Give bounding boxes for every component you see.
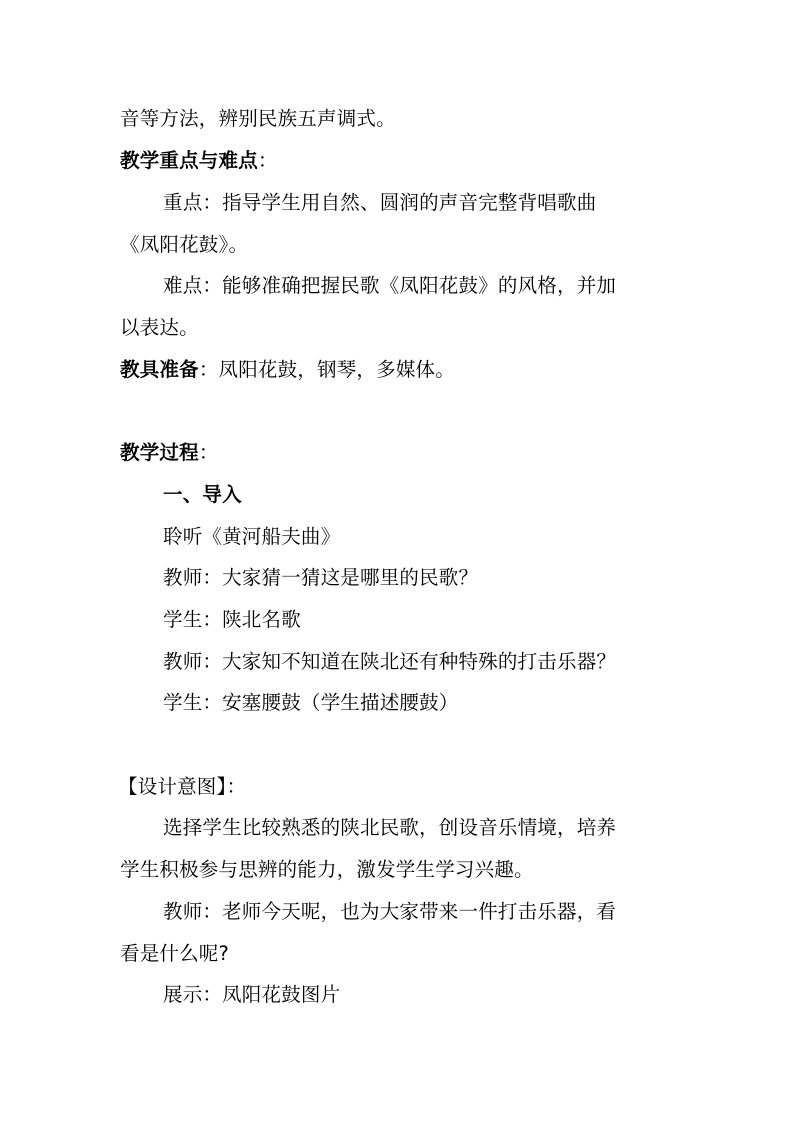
design-intent-text-2: 学生积极参与思辨的能力，激发学生学习兴趣。 (120, 858, 534, 881)
key-points-heading-line (120, 148, 278, 174)
process-line: 教师：大家知不知道在陕北还有种特殊的打击乐器？ (163, 650, 617, 673)
process-heading-line (120, 440, 219, 466)
process-line: 教师：大家猜一猜这是哪里的民歌？ (163, 566, 479, 589)
focus-text-1: ：指导学生用自然、圆润的声音完整背唱歌曲 (202, 191, 597, 214)
section-1-title: 一、导入 (163, 483, 242, 506)
materials-heading: 教具准备 (120, 358, 199, 381)
difficulty-label: 难点 (163, 274, 203, 297)
key-points-heading-colon: ： (257, 149, 278, 172)
process-heading: 教学过程 (120, 441, 199, 464)
design-intent-heading: 【设计意图】： (118, 775, 247, 798)
process-line: 学生：安塞腰鼓（学生描述腰鼓） (163, 691, 459, 714)
process-line: 学生：陕北名歌 (163, 608, 301, 631)
teacher-line-1: 教师：老师今天呢，也为大家带来一件打击乐器，看 (163, 900, 617, 923)
intro-tail-line: 音等方法，辨别民族五声调式。 (120, 107, 396, 130)
key-points-heading: 教学重点与难点 (120, 149, 258, 172)
focus-label: 重点 (163, 191, 203, 214)
difficulty-text-1: ：能够准确把握民歌《凤阳花鼓》的风格，并加 (202, 274, 617, 297)
focus-line-1 (163, 190, 596, 216)
process-line: 聆听《黄河船夫曲》 (163, 525, 341, 548)
process-heading-colon: ： (198, 441, 219, 464)
focus-line-2: 《凤阳花鼓》。 (120, 233, 249, 256)
design-intent-text-1: 选择学生比较熟悉的陕北民歌，创设音乐情境，培养 (163, 816, 617, 839)
materials-text: ：凤阳花鼓，钢琴，多媒体。 (198, 358, 455, 381)
teacher-line-2: 看是什么呢? (120, 942, 230, 965)
difficulty-line-1 (163, 273, 616, 299)
materials-line (120, 357, 455, 383)
show-line: 展示：凤阳花鼓图片 (163, 983, 341, 1006)
difficulty-line-2: 以表达。 (120, 316, 199, 339)
